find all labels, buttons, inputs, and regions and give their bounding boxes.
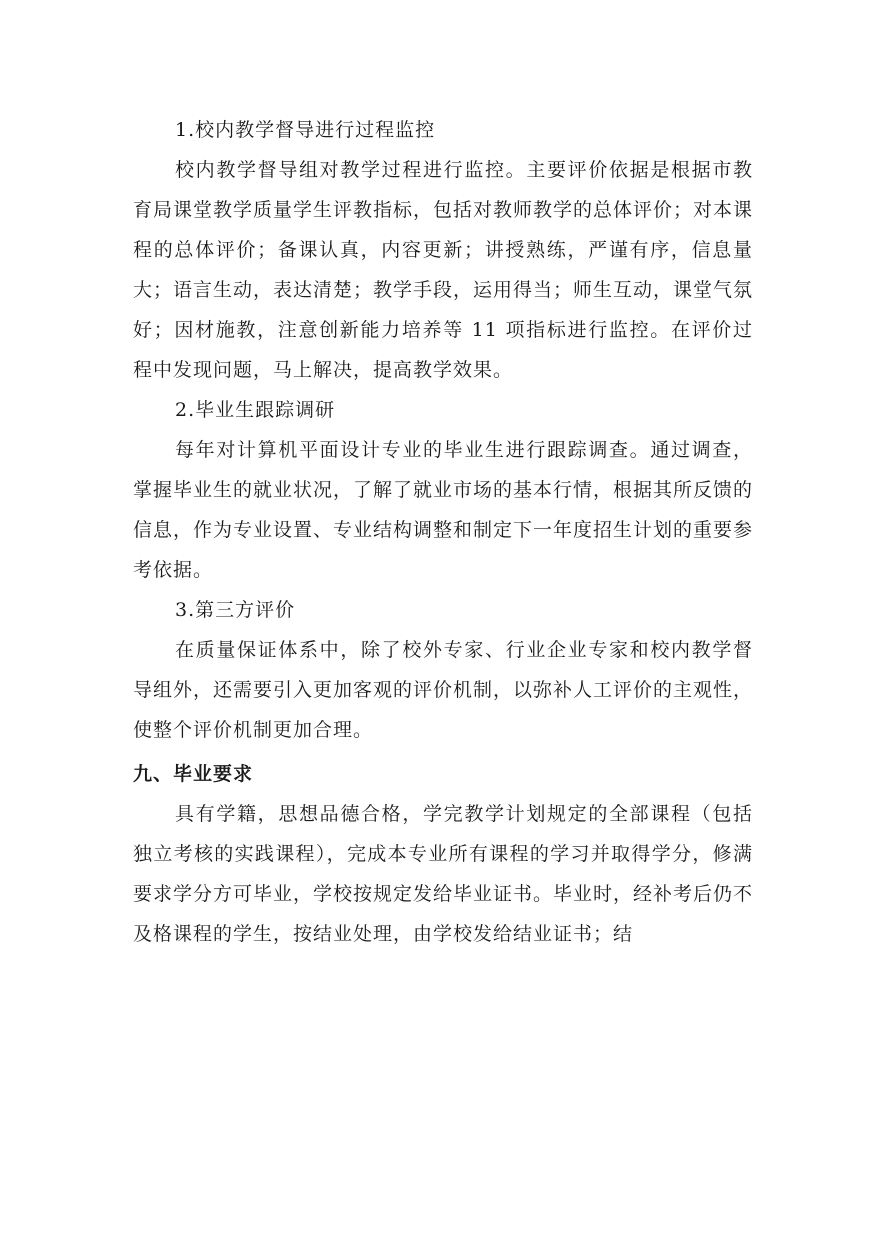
section-1-body: 校内教学督导组对教学过程进行监控。主要评价依据是根据市教育局课堂教学质量学生评教指标，包括对教师教学的总体评价；对本课程的总体评价；备课认真，内容更新；讲授熟练，严谨有序，信息量大；语言生动，表达清楚；教学手段，运用得当；师生互动，课堂气氛好；因材施教，注意创新能力培养等 11 项指标进行监控。在评价过程中发现问题，马上解决，提高教学效果。 — [133, 159, 754, 381]
section-2-subtitle: 2.毕业生跟踪调研 — [175, 399, 336, 421]
section-3-subtitle: 3.第三方评价 — [175, 599, 296, 621]
document-content — [133, 110, 753, 954]
section-3-body: 在质量保证体系中，除了校外专家、行业企业专家和校内教学督导组外，还需要引入更加客观的评价机制，以弥补人工评价的主观性，使整个评价机制更加合理。 — [133, 639, 754, 741]
section-2-body: 每年对计算机平面设计专业的毕业生进行跟踪调查。通过调查，掌握毕业生的就业状况，了解了就业市场的基本行情，根据其所反馈的信息，作为专业设置、专业结构调整和制定下一年度招生计划的重要参考依据。 — [133, 439, 754, 581]
section-1-subtitle: 1.校内教学督导进行过程监控 — [175, 119, 436, 141]
chapter-9-body: 具有学籍，思想品德合格，学完教学计划规定的全部课程（包括独立考核的实践课程），完成本专业所有课程的学习并取得学分，修满要求学分方可毕业，学校按规定发给毕业证书。毕业时，经补考后仍不及格课程的学生，按结业处理，由学校发给结业证书；结 — [133, 803, 754, 945]
chapter-9-heading: 九、毕业要求 — [133, 763, 254, 785]
